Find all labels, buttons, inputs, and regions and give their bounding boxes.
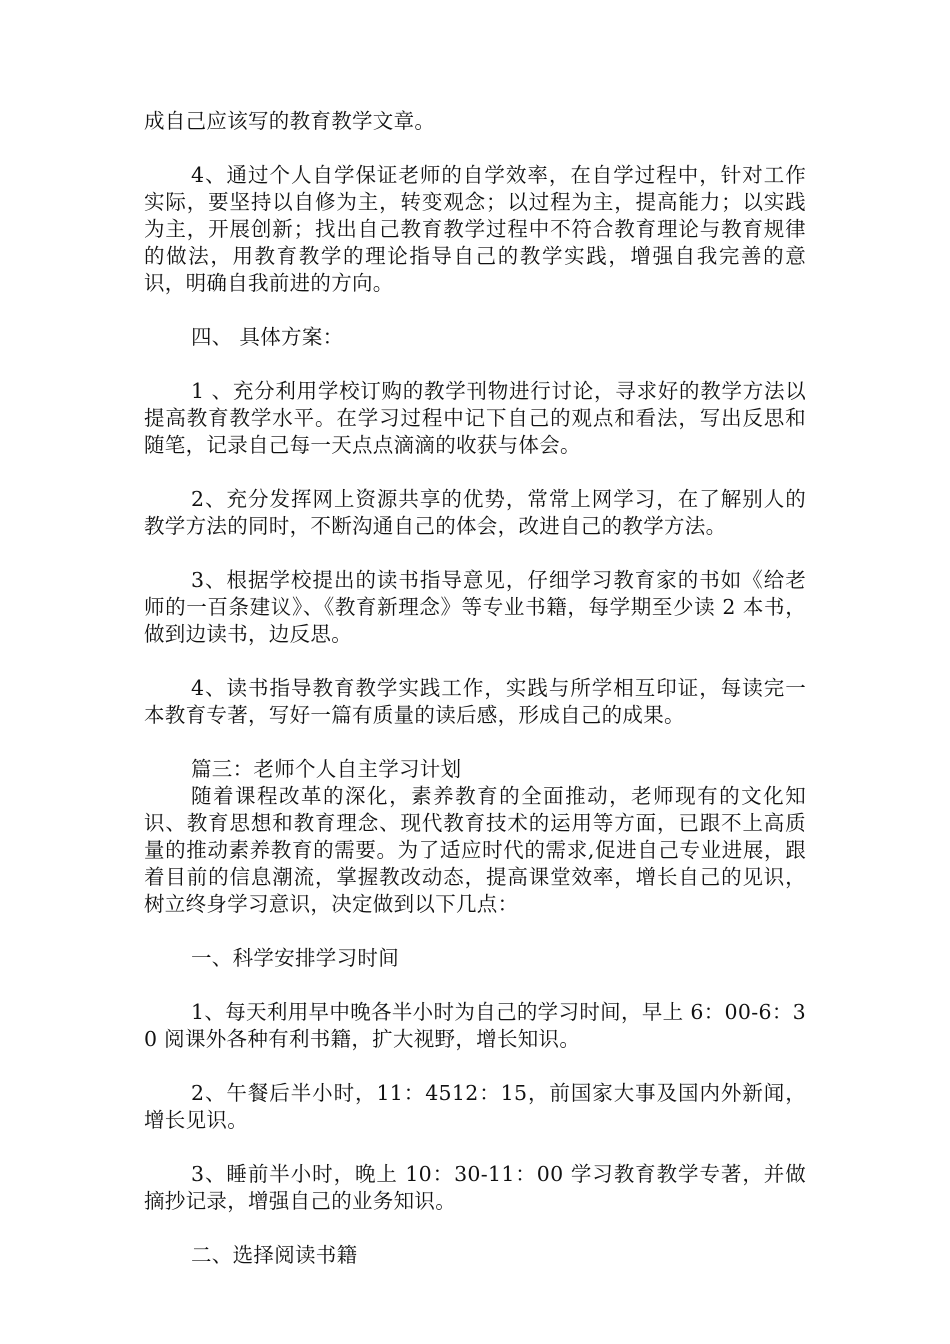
- paragraph-item-2-online: 2、充分发挥网上资源共享的优势，常常上网学习，在了解别人的教学方法的同时，不断沟通自己的体会，改进自己的教学方法。: [144, 487, 806, 538]
- paragraph-schedule-morning: 1、每天利用早中晚各半小时为自己的学习时间，早上 6：00-6：30 阅课外各种有利书籍，扩大视野，增长知识。: [144, 1000, 806, 1051]
- section-heading-plan: 四、 具体方案：: [191, 325, 344, 349]
- paragraph-item-1-journals: 1 、充分利用学校订购的教学刊物进行讨论，寻求好的教学方法以提高教育教学水平。在学习过程中记下自己的观点和看法，写出反思和随笔，记录自己每一天点点滴滴的收获与体会。: [144, 379, 806, 457]
- paragraph-item-3-reading: 3、根据学校提出的读书指导意见，仔细学习教育家的书如《给老师的一百条建议》、《教育新理念》等专业书籍，每学期至少读 2 本书，做到边读书，边反思。: [144, 568, 806, 646]
- paragraph-schedule-night: 3、睡前半小时，晚上 10：30-11：00 学习教育教学专著，并做摘抄记录，增强自己的业务知识。: [144, 1162, 806, 1213]
- article-title-part-3: 篇三：老师个人自主学习计划: [191, 757, 462, 781]
- paragraph-item-4-self-study: 4、通过个人自学保证老师的自学效率，在自学过程中，针对工作实际，要坚持以自修为主，转变观念；以过程为主，提高能力；以实践为主，开展创新；找出自己教育教学过程中不符合教育理论与教育规律的做法，用教育教学的理论指导自己的教学实践，增强自我完善的意识，明确自我前进的方向。: [144, 163, 806, 295]
- paragraph-intro: 随着课程改革的深化，素养教育的全面推动，老师现有的文化知识、教育思想和教育理念、现代教育技术的运用等方面，已跟不上高质量的推动素养教育的需要。为了适应时代的需求,促进自己专业进展，跟着目前的信息潮流，掌握教改动态，提高课堂效率，增长自己的见识，树立终身学习意识，决定做到以下几点：: [144, 784, 806, 916]
- section-heading-books: 二、选择阅读书籍: [191, 1243, 358, 1267]
- paragraph-schedule-noon: 2、午餐后半小时，11：4512：15，前国家大事及国内外新闻，增长见识。: [144, 1081, 806, 1132]
- paragraph-item-4-practice: 4、读书指导教育教学实践工作，实践与所学相互印证，每读完一本教育专著，写好一篇有质量的读后感，形成自己的成果。: [144, 676, 806, 727]
- section-heading-schedule: 一、科学安排学习时间: [191, 946, 399, 970]
- document-body: [144, 108, 806, 1269]
- paragraph-continuation: 成自己应该写的教育教学文章。: [144, 109, 436, 133]
